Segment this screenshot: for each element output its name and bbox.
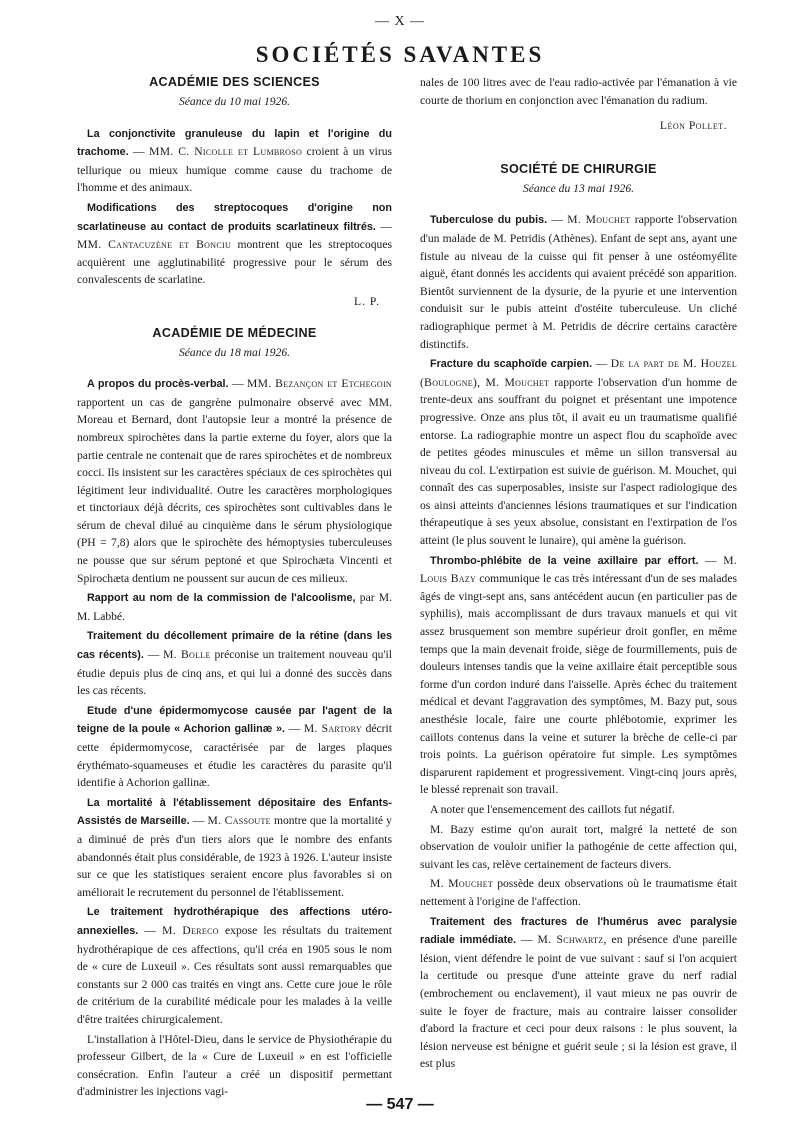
paragraph-authors: MM. C. Nicolle et Lumbroso	[149, 145, 303, 159]
paragraph-title: A propos du procès-verbal.	[87, 378, 229, 391]
paragraph	[420, 821, 737, 874]
paragraph: Thrombo-phlébite de la veine axillaire par effort. — M. Louis Bazy communique le cas très intéressant d'un de ses malades âgés de vingt-sept ans, sans antécédent aucun (en particulier pas de syphilis), mais accomplissant de durs travaux manuels et qui vit assez brusquement son membre supérieur droit gonfler, en même temps que la main devenait froide, siège de fourmillements, puis de douleurs intenses tandis que la veine axillaire était perceptible sous forme d'un cordon induré dans l'aisselle. Après échec du traitement médical et devant l'aggravation des symptômes, M. Bazy put, sous anesthésie locale, faire une courte phlébotomie, exprimer les caillots contenus dans la veine et suturer la brèche de celle-ci par trois points. La guérison opératoire fut simple. Les symptômes disparurent rapidement et progressivement. Vingt-cinq jours après, le blessé reprenait son travail.	[420, 553, 738, 797]
page-number: — 547 —	[366, 1096, 434, 1113]
paragraph-authors: De la part de M. Houzel (Boulogne), M. Mouchet	[420, 357, 738, 389]
paragraph-text: rapporte l'observation d'un malade de M. Petridis (Athènes). Enfant de sept ans, ayant une fistule au niveau de la cuisse qui fit penser à une ostéomyélite aiguë, étant donnés les accidents qui avaient précédé son apparition. Bientôt surviennent de la dysurie, de la pyurie et une intervention conduisit sur le pubis atteint d'ostéite tuberculeuse. Un cliché radiographique permet à M. Petridis de décrire certains caractère distinctifs.	[420, 213, 738, 351]
paragraph-title: La mortalité à l'établissement dépositaire des Enfants-Assistés de Marseille.	[77, 796, 392, 828]
paragraph-authors: M. Schwartz,	[537, 933, 607, 947]
session-date-sciences: Séance du 10 mai 1926.	[178, 95, 291, 108]
paragraph-text: communique le cas très intéressant d'un de ses malades âgés de vingt-sept ans, sans antécédent aucun (en particulier pas de syphilis), mais accomplissant de durs travaux manuels et qui vit assez brusquement son membre supérieur droit gonfler, en même temps que la main devenait froide, siège de fourmillements, puis de douleurs intenses tandis que la veine axillaire était perceptible sous forme d'un cordon induré dans l'aisselle. Après échec du traitement médical et devant l'aggravation des symptômes, M. Bazy put, sous anesthésie locale, faire une courte phlébotomie, exprimer les caillots contenus dans la veine et suturer la brèche de celle-ci par trois points. La guérison opératoire fut simple. Les symptômes disparurent rapidement et progressivement. Vingt-cinq jours après, le blessé reprenait son travail.	[420, 572, 737, 797]
paragraph-authors: M. Bolle	[163, 648, 211, 662]
paragraph: Traitement du décollement primaire de la rétine (dans les cas récents). — M. Bolle préconise un traitement nouveau qu'il étudie depuis plus de cinq ans, et qui lui a donné des succès dans les cas récents.	[77, 630, 392, 698]
signature: Léon Pollet.	[659, 119, 727, 133]
paragraph-title: Thrombo-phlébite de la veine axillaire par effort.	[430, 554, 699, 567]
section-heading-medecine: ACADÉMIE DE MÉDECINE	[152, 325, 317, 340]
signature: L. P.	[354, 294, 380, 308]
paragraph: A propos du procès-verbal. — MM. Bezançon et Etchegoin rapportent un cas de gangrène pulmonaire observé avec MM. Moreau et Bernard, dont l'autopsie leur a montré la présence de nombreux spirochètes dans la partie externe du foyer, alors que la partie centrale ne contenait que de rares spirochètes et de nombreux cocci. Ils insistent sur les caractères spéciaux de ces spirochètes qui légitiment leur individualité. Outre les caractères morphologiques et tinctoriaux déjà décrits, ces spirochètes sont cultivables dans le sérum de cheval dilué au cinquième dans le sérum physiologique (PH = 7,8) alors que le spirochète des hémoptysies tuberculeuses ne pousse que sur sérum peptoné et que Spirochæta Vincenti et Spirochæta dentium ne poussent sur aucun de ces milieux.	[77, 377, 392, 585]
paragraph-title: Le traitement hydrothérapique des affections utéro-annexielles.	[77, 906, 392, 937]
paragraph: Fracture du scaphoïde carpien. — De la part de M. Houzel (Boulogne), M. Mouchet rapporte l'observation d'un homme de trente-deux ans souffrant du poignet et présentant une impotence progressive. Onze ans plus tôt, il avait eu un traumatisme qualifié entorse. La radiographie montre un aspect flou du scaphoïde avec de petites géodes minuscules et même un sillon transversal au niveau du col. L'extirpation est suivie de guérison. M. Mouchet, qui connaît des cas superposables, insiste sur l'aspect radiologique des os ainsi atteints d'anciennes lésions traumatiques et sur l'indication thérapeutique à ses yeux absolue, consistant en l'extirpation de l'os atteint (le plus souvent le lunaire), qui amène la guérison.	[420, 357, 738, 548]
right-column	[420, 74, 737, 1075]
paragraph-authors: M. Sartory	[303, 722, 362, 736]
session-date-chirurgie: Séance du 13 mai 1926.	[522, 181, 635, 195]
paragraph-text: L'installation à l'Hôtel-Dieu, dans le service de Physiothérapie du professeur Gilbert, de la « Cure de Luxeuil » en est l'officielle consécration. Enfin l'auteur a créé un dispositif permettant d'administrer les injections vagi-	[77, 1032, 392, 1099]
paragraph	[420, 74, 737, 109]
paragraph	[77, 1031, 392, 1101]
paragraph-text: possède deux observations où le traumatisme était nettement à l'origine de l'affection.	[420, 877, 737, 908]
paragraph-text: rapportent un cas de gangrène pulmonaire observé avec MM. Moreau et Bernard, dont l'autopsie leur a montré la présence de nombreux spirochètes dans la partie externe du foyer, alors que la partie centrale ne contenait que de rares spirochètes et de nombreux cocci. Ils insistent sur les caractères spéciaux de ces spirochètes qui légitiment leur individualité. Outre les caractères morphologiques et tinctoriaux déjà décrits, ces spirochètes sont cultivables dans le sérum de cheval dilué au cinquième dans le sérum physiologique (PH = 7,8) alors que le spirochète des hémoptysies tuberculeuses ne pousse que sur sérum peptoné et que Spirochæta Vincenti et Spirochæta dentium ne poussent sur aucun de ces milieux.	[77, 395, 392, 585]
paragraph-title: Tuberculose du pubis.	[430, 214, 548, 227]
paragraph-title: Fracture du scaphoïde carpien.	[430, 358, 593, 371]
paragraph-title: Modifications des streptocoques d'origine non scarlatineuse au contact de produits scarlatineux filtrés.	[77, 201, 392, 233]
paragraph	[420, 801, 737, 819]
paragraph-authors: M. Louis Bazy	[420, 553, 738, 586]
paragraph-text: croient à un virus tellurique ou mieux humique comme cause du trachome de l'homme et des animaux.	[77, 145, 393, 195]
paragraph-authors: M. Cassoute	[207, 814, 271, 828]
section-heading-sciences: ACADÉMIE DES SCIENCES	[149, 75, 320, 89]
paragraph: La mortalité à l'établissement dépositaire des Enfants-Assistés de Marseille. — M. Cassoute montre que la mortalité y a diminué de près d'un tiers alors que le nombre des enfants abandonnés était plus considérable, de 1923 à 1926. L'auteur insiste sur ce que les statistiques seraient encore plus favorables si on améliorait le recrutement du personnel de l'établissement.	[77, 796, 392, 899]
session-date-medecine: Séance du 18 mai 1926.	[178, 345, 291, 359]
paragraph-authors: MM. Bezançon et Etchegoin	[247, 377, 392, 391]
paragraph-text: préconise un traitement nouveau qu'il étudie depuis plus de cinq ans, et qui lui a donné des succès dans les cas récents.	[77, 648, 392, 698]
paragraph-text: en présence d'une pareille lésion, vient défendre le point de vue suivant : sauf si l'on acquiert la certitude ou presque d'une atteinte grave du nerf radial (embrochement ou enclavement), il vaut mieux ne pas ouvrir de suite le foyer de fracture, mais au contraire laisser consolider d'abord la fracture et ceci pour deux raisons : le plus souvent, la lésion nerveuse est bénigne et guérit seule ; si la lésion est grave, il est plus	[420, 933, 737, 1071]
paragraph	[420, 875, 737, 910]
paragraph-authors: M. Dereco	[162, 923, 219, 937]
paragraph-text: montrent que les streptocoques acquièrent une agglutinabilité progressive pour le sérum des convalescents de scarlatine.	[77, 238, 392, 287]
paragraph-authors: M. Mouchet	[567, 213, 631, 227]
paragraph: Traitement des fractures de l'humérus avec paralysie radiale immédiate. — M. Schwartz, en présence d'une pareille lésion, vient défendre le point de vue suivant : sauf si l'on acquiert la certitude ou presque d'une atteinte grave du nerf radial (embrochement ou enclavement), il vaut mieux ne pas ouvrir de suite le foyer de fracture, mais au contraire laisser consolider d'abord la fracture et ceci pour deux raisons : le plus souvent, la lésion nerveuse est bénigne et guérit seule ; si la lésion est grave, il est plus	[420, 915, 737, 1071]
page-mark: — X —	[374, 14, 426, 29]
paragraph-text: décrit cette épidermomycose, caractérisée par de larges plaques érythémato-squameuses et étudie les caractères du parasite qu'il identifie à Achorion gallinæ.	[77, 722, 392, 790]
paragraph	[77, 589, 392, 625]
page-title: SOCIÉTÉS SAVANTES	[255, 42, 545, 67]
paragraph: Etude d'une épidermomycose causée par l'agent de la teigne de la poule « Achorion gallinæ ». — M. Sartory décrit cette épidermomycose, caractérisée par de larges plaques érythémato-squameuses et étudie les caractères du parasite qu'il identifie à Achorion gallinæ.	[77, 704, 392, 790]
paragraph-title: Rapport au nom de la commission de l'alcoolisme,	[87, 592, 356, 605]
section-heading-chirurgie: SOCIÉTÉ DE CHIRURGIE	[500, 161, 657, 176]
paragraph-text: nales de 100 litres avec de l'eau radio-activée par l'émanation à vie courte de thorium en conjonction avec l'émanation du radium.	[420, 76, 737, 107]
paragraph-title: La conjonctivite granuleuse du lapin et l'origine du trachome.	[77, 127, 392, 159]
paragraph: Tuberculose du pubis. — M. Mouchet rapporte l'observation d'un malade de M. Petridis (Athènes). Enfant de sept ans, ayant une fistule au niveau de la cuisse qui fit penser à une ostéomyélite aiguë, étant donnés les accidents qui avaient précédé son apparition. Bientôt surviennent de la dysurie, de la pyurie et une intervention conduisit sur le pubis atteint d'ostéite tuberculeuse. Un cliché radiographique permet à M. Petridis de décrire certains caractère distinctifs.	[420, 213, 738, 351]
paragraph-authors: MM. Cantacuzène et Bonciu	[77, 238, 232, 252]
paragraph: Modifications des streptocoques d'origine non scarlatineuse au contact de produits scarlatineux filtrés. — MM. Cantacuzène et Bonciu montrent que les streptocoques acquièrent une agglutinabilité progressive pour le sérum des convalescents de scarlatine.	[77, 201, 392, 287]
paragraph-text: montre que la mortalité y a diminué de près d'un tiers alors que le nombre des enfants abandonnés était plus considérable, de 1923 à 1926. L'auteur insiste sur ce que les statistiques seraient encore plus favorables si on améliorait le recrutement du personnel de l'établissement.	[77, 814, 392, 899]
paragraph-authors: M. Mouchet	[430, 877, 494, 891]
paragraph-text: expose les résultats du traitement hydrothérapique de ces affections, qu'il créa en 1905 sous le nom de « cure de Luxeuil ». Ces résultats sont aussi remarquables que constants sur 2 000 cas traités en vingt ans. Cette cure joue le rôle de critérium de la curabilité médicale pour les malades à la veille d'être traitées chirurgicalement.	[77, 923, 392, 1026]
paragraph-text: A noter que l'ensemencement des caillots fut négatif.	[430, 802, 675, 816]
left-column	[77, 74, 392, 1103]
paragraph-text: M. Bazy estime qu'on aurait tort, malgré la netteté de son observation de vouloir unifier la pathogénie de cette affection qui, suivant les cas, relève certainement de facteurs divers.	[420, 822, 737, 871]
paragraph: Le traitement hydrothérapique des affections utéro-annexielles. — M. Dereco expose les résultats du traitement hydrothérapique de ces affections, qu'il créa en 1905 sous le nom de « cure de Luxeuil ». Ces résultats sont aussi remarquables que constants sur 2 000 cas traités en vingt ans. Cette cure joue le rôle de critérium de la curabilité médicale pour les malades à la veille d'être traitées chirurgicalement.	[77, 906, 392, 1026]
paragraph-title: Traitement du décollement primaire de la rétine (dans les cas récents).	[77, 630, 392, 662]
paragraph-text: rapporte l'observation d'un homme de trente-deux ans souffrant du poignet et présentant une impotence progressive. Onze ans plus tôt, il avait eu un traumatisme qualifié entorse. La radiographie montre un aspect flou du scaphoïde avec de petites géodes minuscules et même un sillon transversal au niveau du col. L'extirpation est suivie de guérison. M. Mouchet, qui connaît des cas superposables, insiste sur l'aspect radiologique des os ainsi atteints d'anciennes lésions traumatiques et sur l'indication thérapeutique à ses yeux absolue, consistant en l'extirpation de l'os atteint (le plus souvent le lunaire), qui amène la guérison.	[420, 375, 737, 548]
paragraph-text: par M. M. Labbé.	[77, 591, 392, 623]
paragraph-title: Etude d'une épidermomycose causée par l'agent de la teigne de la poule « Achorion gallinæ ».	[77, 704, 392, 736]
paragraph: La conjonctivite granuleuse du lapin et l'origine du trachome. — MM. C. Nicolle et Lumbroso croient à un virus tellurique ou mieux humique comme cause du trachome de l'homme et des animaux.	[77, 127, 393, 195]
paragraph-title: Traitement des fractures de l'humérus avec paralysie radiale immédiate.	[420, 915, 737, 947]
